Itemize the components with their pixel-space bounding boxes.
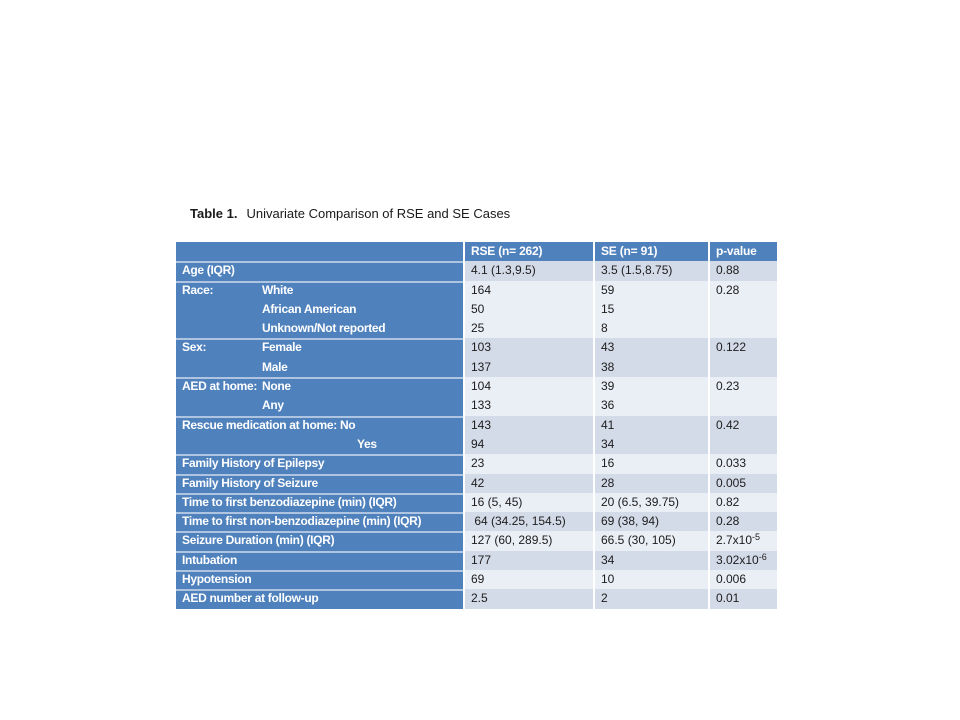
row-label-cell <box>176 570 463 589</box>
row-category: Intubation <box>182 552 237 567</box>
se-cell: 2 <box>593 589 708 608</box>
pvalue-cell: 0.82 <box>708 493 777 512</box>
rse-cell: 164 50 25 <box>463 281 593 339</box>
pvalue-cell: $2.7x10^{-5}$ <box>708 531 777 550</box>
row-label-cell <box>176 512 463 531</box>
row-category: Race: <box>182 282 214 297</box>
row-category: AED at home: <box>182 379 258 394</box>
row-label-cell <box>176 551 463 570</box>
rse-cell: 69 <box>463 570 593 589</box>
table-title-prefix: Table 1. <box>190 206 238 221</box>
row-category: Time to first non-benzodiazepine (min) (IQR) <box>182 514 422 529</box>
se-cell: 10 <box>593 570 708 589</box>
comparison-table <box>176 242 777 609</box>
rse-cell: 104 133 <box>463 377 593 416</box>
pvalue-cell: 0.23 <box>708 377 777 416</box>
pvalue-cell: 0.006 <box>708 570 777 589</box>
table-row <box>176 589 777 608</box>
se-cell: 20 (6.5, 39.75) <box>593 493 708 512</box>
row-category: Sex: <box>182 340 207 355</box>
row-label-cell <box>176 493 463 512</box>
header-cell-pvalue: p-value <box>708 242 777 261</box>
rse-cell: 127 (60, 289.5) <box>463 531 593 550</box>
row-label-cell: Sex: Female Male <box>176 338 463 377</box>
rse-cell: 2.5 <box>463 589 593 608</box>
table-row <box>176 454 777 473</box>
table-row <box>176 474 777 493</box>
rse-cell: 42 <box>463 474 593 493</box>
table-title <box>190 206 510 221</box>
row-sub-label: Unknown/Not reported <box>262 321 386 336</box>
pvalue-cell: 0.01 <box>708 589 777 608</box>
row-category: Time to first benzodiazepine (min) (IQR) <box>182 494 397 509</box>
row-label-cell <box>176 474 463 493</box>
header-cell-se: SE (n= 91) <box>593 242 708 261</box>
row-sub-label: African American <box>262 301 357 316</box>
row-category: AED number at follow-up <box>182 591 319 606</box>
se-cell: 3.5 (1.5,8.75) <box>593 261 708 280</box>
se-cell: 39 36 <box>593 377 708 416</box>
row-category: Family History of Seizure <box>182 475 318 490</box>
table-row <box>176 512 777 531</box>
row-label-cell: Race: White African American Unknown/Not reported <box>176 281 463 339</box>
pvalue-cell: 0.88 <box>708 261 777 280</box>
pvalue-cell: 0.28 <box>708 281 777 339</box>
row-label-cell <box>176 454 463 473</box>
se-cell: 43 38 <box>593 338 708 377</box>
table-row <box>176 261 777 280</box>
rse-cell: 177 <box>463 551 593 570</box>
rse-cell: 23 <box>463 454 593 473</box>
row-label-cell <box>176 261 463 280</box>
table-title-text: Univariate Comparison of RSE and SE Cases <box>246 206 511 221</box>
table-row <box>176 416 777 455</box>
rse-cell: 16 (5, 45) <box>463 493 593 512</box>
table-row <box>176 338 777 377</box>
se-cell: 34 <box>593 551 708 570</box>
row-category: Hypotension <box>182 572 252 587</box>
pvalue-cell: 0.42 <box>708 416 777 455</box>
se-cell: 66.5 (30, 105) <box>593 531 708 550</box>
table-row <box>176 531 777 550</box>
row-category: Age (IQR) <box>182 263 235 278</box>
rse-cell: 4.1 (1.3,9.5) <box>463 261 593 280</box>
table-row <box>176 570 777 589</box>
pvalue-cell: 0.005 <box>708 474 777 493</box>
pvalue-cell: 0.033 <box>708 454 777 473</box>
pvalue-cell: $3.02x10^{-6}$ <box>708 551 777 570</box>
row-sub-label: Any <box>262 398 284 413</box>
header-cell-blank <box>176 242 463 261</box>
table-row <box>176 493 777 512</box>
rse-cell: 143 94 <box>463 416 593 455</box>
row-category: Family History of Epilepsy <box>182 456 325 471</box>
se-cell: 41 34 <box>593 416 708 455</box>
table-row <box>176 551 777 570</box>
se-cell: 16 <box>593 454 708 473</box>
row-label-cell <box>176 531 463 550</box>
pvalue-cell: 0.28 <box>708 512 777 531</box>
row-category: Seizure Duration (min) (IQR) <box>182 533 335 548</box>
rse-cell: 64 (34.25, 154.5) <box>463 512 593 531</box>
rse-cell: 103 137 <box>463 338 593 377</box>
header-cell-rse: RSE (n= 262) <box>463 242 593 261</box>
row-sub-label: Yes <box>357 436 377 451</box>
table-row <box>176 281 777 339</box>
row-sub-label: Male <box>262 359 288 374</box>
se-cell: 59 15 8 <box>593 281 708 339</box>
row-category: Rescue medication at home: No <box>182 417 356 432</box>
row-label-cell <box>176 589 463 608</box>
row-label-cell: AED at home: None Any <box>176 377 463 416</box>
pvalue-cell: 0.122 <box>708 338 777 377</box>
header-row <box>176 242 777 261</box>
se-cell: 69 (38, 94) <box>593 512 708 531</box>
se-cell: 28 <box>593 474 708 493</box>
row-label-cell <box>176 416 463 455</box>
table-row <box>176 377 777 416</box>
